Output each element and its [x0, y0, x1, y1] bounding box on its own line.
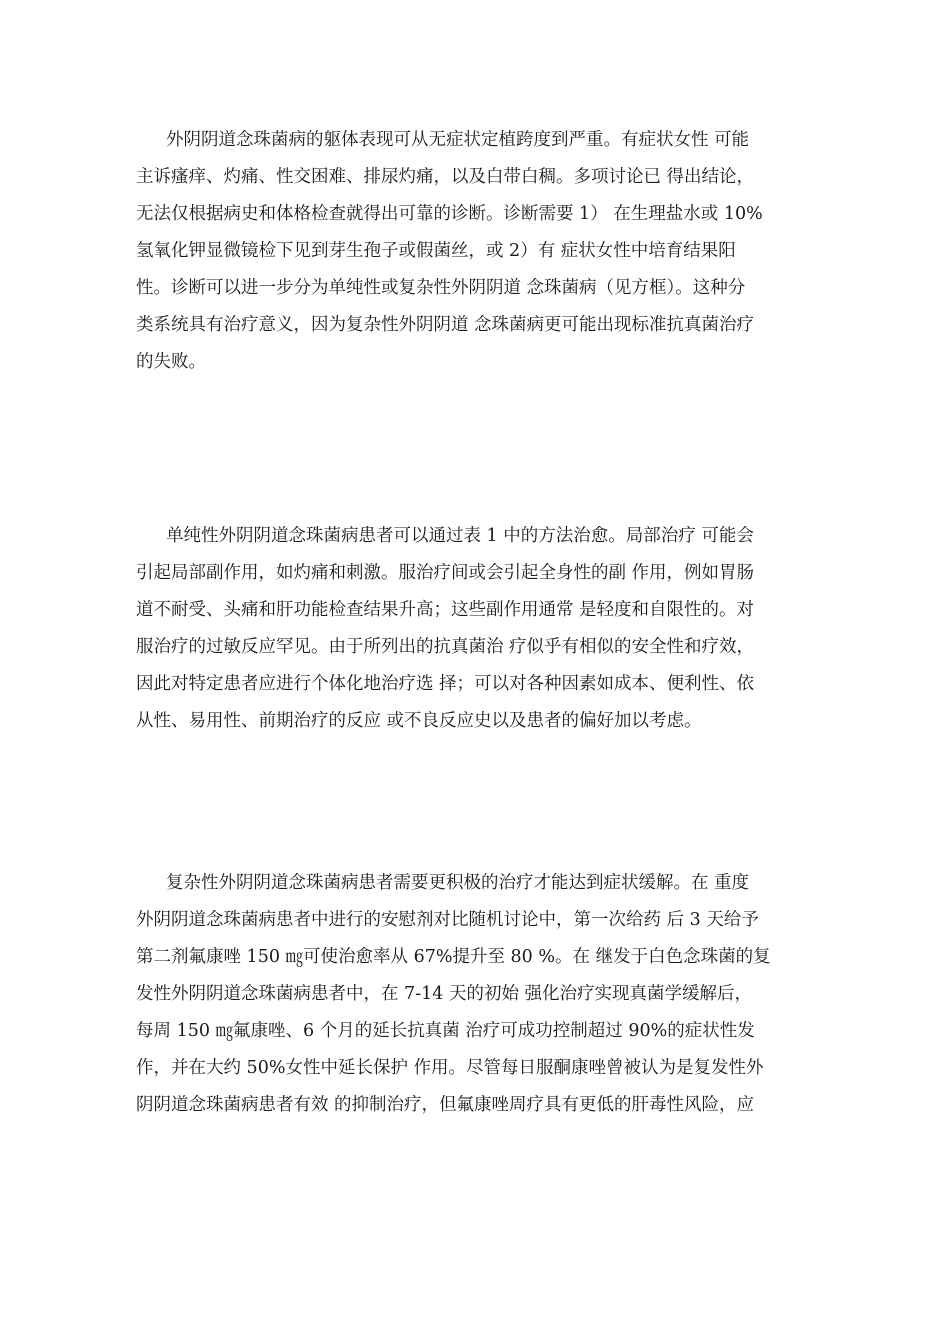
text-line: 无法仅根据病史和体格检查就得出可靠的诊断。诊断需要 1） 在生理盐水或 10% — [136, 204, 763, 224]
text-line: 服治疗的过敏反应罕见。由于所列出的抗真菌治 疗似乎有相似的安全性和疗效， — [136, 637, 755, 657]
text-line: 单纯性外阴阴道念珠菌病患者可以通过表 1 中的方法治愈。局部治疗 可能会 — [166, 526, 754, 546]
paragraph-diagnosis — [136, 122, 826, 381]
text-line: 氢氧化钾显微镜检下见到芽生孢子或假菌丝，或 2）有 症状女性中培育结果阳 — [136, 241, 736, 261]
text-line: 作，并在大约 50%女性中延长保护 作用。尽管每日服酮康唑曾被认为是复发性外 — [136, 1058, 764, 1078]
text-line: 因此对特定患者应进行个体化地治疗选 择；可以对各种因素如成本、便利性、依 — [136, 674, 755, 694]
text-line: 外阴阴道念珠菌病的躯体表现可从无症状定植跨度到严重。有症状女性 可能 — [166, 130, 750, 150]
text-line: 引起局部副作用，如灼痛和刺激。服治疗间或会引起全身性的副 作用，例如胃肠 — [136, 563, 755, 583]
text-line: 第二剂氟康唑 150 ㎎可使治愈率从 67%提升至 80 %。在 继发于白色念珠菌的复 — [136, 947, 771, 967]
text-line: 每周 150 ㎎氟康唑、6 个月的延长抗真菌 治疗可成功控制超过 90%的症状性发 — [136, 1021, 755, 1041]
text-line: 的失败。 — [136, 352, 206, 372]
text-line: 性。诊断可以进一步分为单纯性或复杂性外阴阴道 念珠菌病（见方框）。这种分 — [136, 278, 746, 298]
text-line: 外阴阴道念珠菌病患者中进行的安慰剂对比随机讨论中，第一次给药 后 3 天给予 — [136, 910, 759, 930]
text-line: 类系统具有治疗意义，因为复杂性外阴阴道 念珠菌病更可能出现标准抗真菌治疗 — [136, 315, 755, 335]
paragraph-uncomplicated-treatment — [136, 518, 826, 740]
paragraph-complicated-treatment — [136, 865, 826, 1124]
text-line: 从性、易用性、前期治疗的反应 或不良反应史以及患者的偏好加以考虑。 — [136, 711, 702, 731]
text-line: 复杂性外阴阴道念珠菌病患者需要更积极的治疗才能达到症状缓解。在 重度 — [166, 873, 750, 893]
text-line: 主诉瘙痒、灼痛、性交困难、排尿灼痛，以及白带白稠。多项讨论已 得出结论， — [136, 167, 755, 187]
text-line: 发性外阴阴道念珠菌病患者中，在 7-14 天的初始 强化治疗实现真菌学缓解后， — [136, 984, 753, 1004]
text-line: 道不耐受、头痛和肝功能检查结果升高；这些副作用通常 是轻度和自限性的。对 — [136, 600, 755, 620]
text-line: 阴阴道念珠菌病患者有效 的抑制治疗，但氟康唑周疗具有更低的肝毒性风险，应 — [136, 1095, 755, 1115]
